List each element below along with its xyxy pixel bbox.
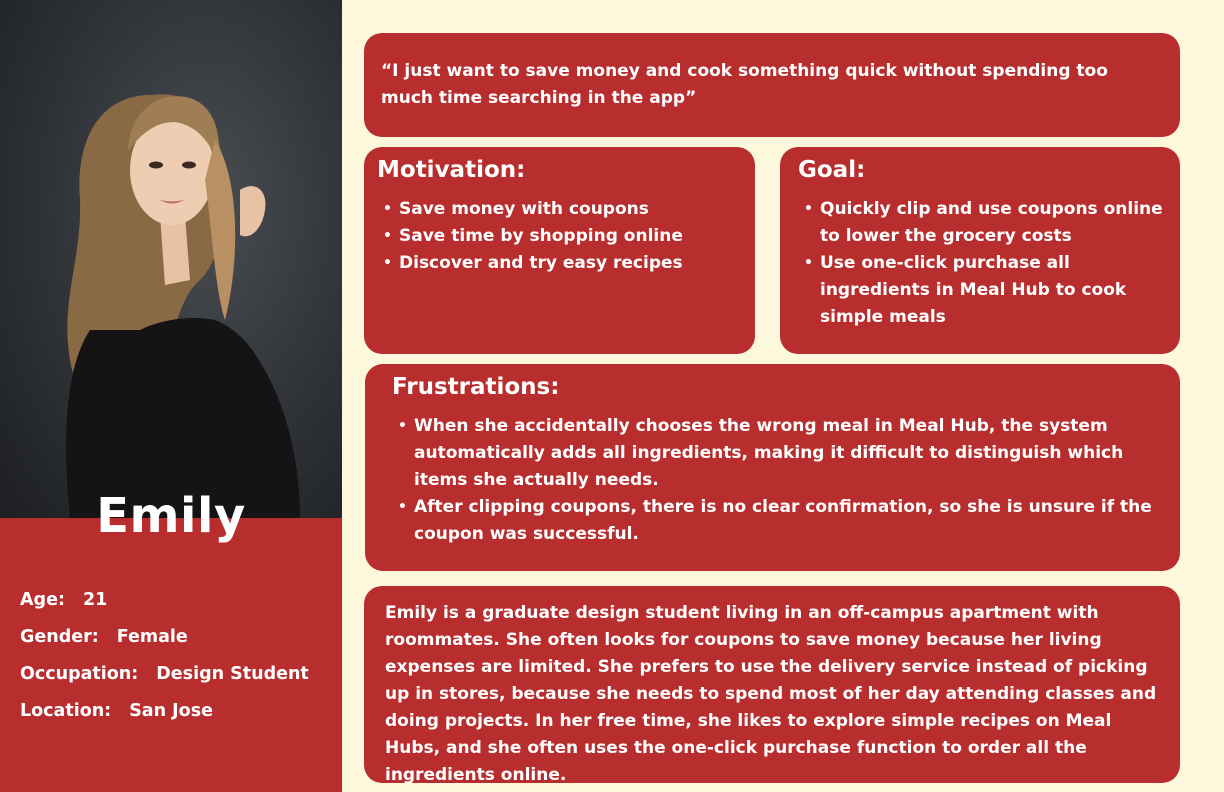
detail-value: Female	[116, 627, 188, 647]
list-item: • Use one-click purchase all ingredients in Meal Hub to cook simple meals	[798, 250, 1168, 331]
list-item: • When she accidentally chooses the wrong meal in Meal Hub, the system automatically adds all ingredients, making it difficult to distinguish which items she actually needs.	[392, 413, 1162, 494]
persona-details	[20, 586, 309, 734]
detail-label: Location:	[20, 701, 112, 721]
frustrations-title: Frustrations:	[392, 374, 560, 400]
list-item: • Quickly clip and use coupons online to lower the grocery costs	[798, 196, 1168, 250]
detail-label: Gender:	[20, 627, 99, 647]
bio-card	[364, 586, 1180, 783]
persona-photo	[0, 0, 342, 518]
detail-gender	[20, 623, 309, 660]
portrait-illustration	[0, 0, 342, 518]
frustrations-card	[365, 364, 1180, 571]
quote-card	[364, 33, 1180, 137]
motivation-title: Motivation:	[377, 157, 526, 183]
persona-panel	[0, 0, 342, 792]
list-item: • Discover and try easy recipes	[377, 250, 743, 277]
detail-occupation	[20, 660, 309, 697]
detail-label: Occupation:	[20, 664, 139, 684]
detail-value: 21	[82, 590, 108, 610]
goal-list	[798, 196, 1168, 331]
detail-value: Design Student	[156, 664, 309, 684]
list-item: • After clipping coupons, there is no clear confirmation, so she is unsure if the coupon was successful.	[392, 494, 1162, 548]
list-item: • Save money with coupons	[377, 196, 743, 223]
goal-title: Goal:	[798, 157, 866, 183]
motivation-list	[377, 196, 743, 277]
detail-label: Age:	[20, 590, 65, 610]
detail-location	[20, 697, 309, 734]
quote-text: “I just want to save money and cook something quick without spending too much time searching in the app”	[381, 61, 1108, 108]
detail-age	[20, 586, 309, 623]
motivation-card	[364, 147, 755, 354]
bio-text: Emily is a graduate design student living in an off-campus apartment with roommates. She often looks for coupons to save money because her living expenses are limited. She prefers to use the delivery service instead of picking up in stores, because she needs to spend most of her day attending classes and doing projects. In her free time, she likes to explore simple recipes on Meal Hubs, and she often uses the one-click purchase function to order all the ingredients online.	[385, 603, 1157, 785]
list-item: • Save time by shopping online	[377, 223, 743, 250]
detail-value: San Jose	[129, 701, 213, 721]
goal-card	[780, 147, 1180, 354]
frustrations-list	[392, 413, 1162, 548]
persona-name: Emily	[96, 488, 246, 544]
